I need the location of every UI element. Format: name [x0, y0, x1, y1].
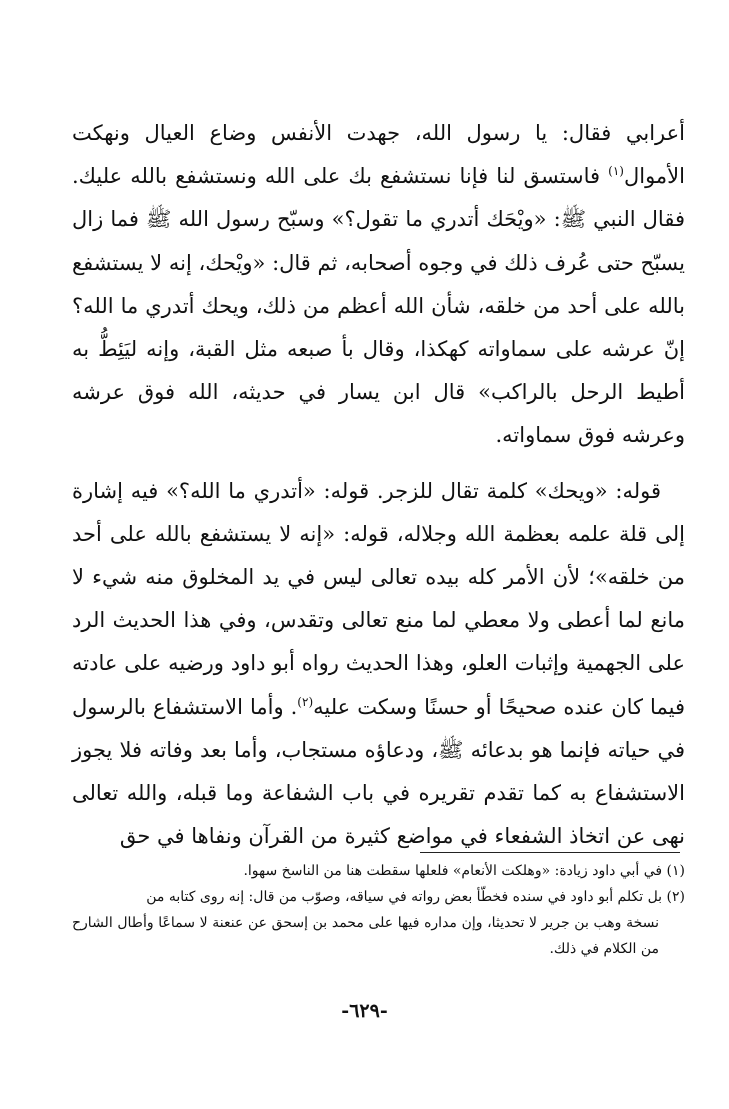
page-number: -٦٢٩-: [341, 1000, 388, 1022]
paragraph-1-text-a: أعرابي فقال: يا رسول الله، جهدت الأنفس وضاع العيال ونهكت الأموال: [72, 121, 685, 189]
footnote-2-continuation: نسخة وهب بن جرير لا تحديثا، وإن مداره فيها على محمد بن إسحق عن عنعنة لا سماعًا وأطال الشارح من الكلام في ذلك.: [72, 915, 659, 957]
paragraph-2: [72, 470, 685, 859]
footnote-2-first-line: (٢) بل تكلم أبو داود في سنده فخطّأ بعض رواته في سياقه، وصوّب من قال: إنه روى كتابه من: [146, 889, 685, 905]
footnote-2-marker[interactable]: (٢): [297, 694, 314, 709]
footnotes: [72, 858, 685, 962]
paragraph-1: [72, 112, 685, 458]
footnote-1: (١) في أبي داود زيادة: «وهلكت الأنعام» فلعلها سقطت هنا من الناسخ سهوا.: [243, 863, 685, 879]
main-text: [72, 112, 685, 858]
paragraph-1-text-b: فاستسق لنا فإنا نستشفع بك على الله ونستشفع بالله عليك. فقال النبي ﷺ: «ويْحَك أتدري ما تقول؟» وسبّح رسول الله ﷺ فما زال يسبّح حتى عُرف ذلك في وجوه أصحابه، ثم قال: «ويْحك، إنه لا يستشفع بالله على أحد من خلقه، شأن الله أعظم من ذلك، ويحك أتدري ما الله؟ إنّ عرشه على سماواته كهكذا، وقال بأ صبعه مثل القبة، وإنه ليَئِطُّ به أطيط الرحل بالراكب» قال ابن يسار في حديثه، الله فوق عرشه وعرشه فوق سماواته.: [72, 164, 685, 448]
paragraph-2-text-b: . وأما الاستشفاع بالرسول في حياته فإنما هو بدعائه ﷺ، ودعاؤه مستجاب، وأما بعد وفاته فلا يجوز الاستشفاع به كما تقدم تقريره في باب الشفاعة وما قبله، والله تعالى نهى عن اتخاذ الشفعاء في مواضع كثيرة من القرآن ونفاها في حق: [72, 694, 685, 849]
footnote-1-marker[interactable]: (١): [608, 164, 624, 179]
footnote-separator: [420, 852, 680, 853]
paragraph-2-text-a: قوله: «ويحك» كلمة تقال للزجر. قوله: «أتدري ما الله؟» فيه إشارة إلى قلة علمه بعظمة الله وجلاله، قوله: «إنه لا يستشفع بالله على أحد من خلقه»؛ لأن الأمر كله بيده تعالى ليس في يد المخلوق منه شيء لا مانع لما أعطى ولا معطي لما منع تعالى وتقدس، وفي هذا الحديث الرد على الجهمية وإثبات العلو، وهذا الحديث رواه أبو داود ورضيه على عادته فيما كان عنده صحيحًا أو حسنًا وسكت عليه: [72, 478, 685, 719]
